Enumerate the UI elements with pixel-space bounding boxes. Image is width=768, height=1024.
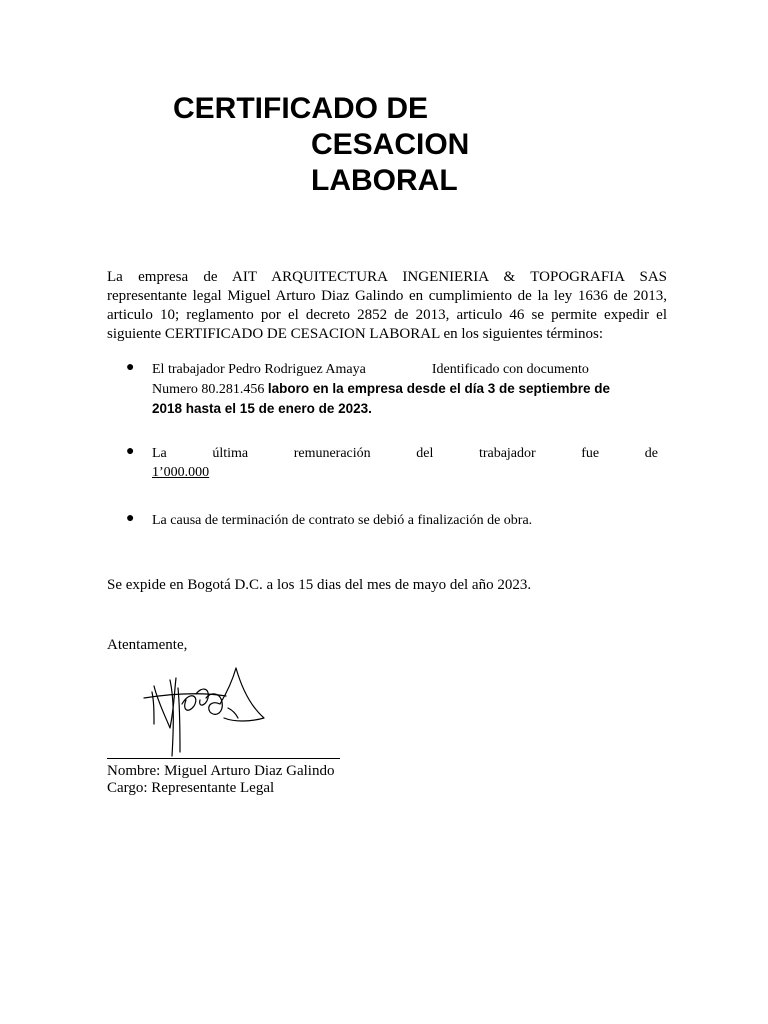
worker-dates-bold-b: 2018 hasta el 15 de enero de 2023. <box>152 401 372 416</box>
salary-word: fue <box>581 446 600 461</box>
bullet-icon: ● <box>126 511 135 526</box>
bullet-icon: ● <box>126 444 135 459</box>
signer-role: Cargo: Representante Legal <box>107 780 275 796</box>
salary-item <box>152 444 660 482</box>
salary-word: última <box>212 446 249 461</box>
salary-word: trabajador <box>478 446 536 461</box>
intro-line-1: La empresa de AIT ARQUITECTURA INGENIERIA & TOPOGRAFIA SAS <box>107 269 667 285</box>
intro-line-2: representante legal Miguel Arturo Diaz Galindo en cumplimiento de la ley 1636 de 2013, <box>107 288 667 304</box>
salary-word: remuneración <box>293 446 371 461</box>
salary-word: de <box>644 446 658 461</box>
cause-item: La causa de terminación de contrato se debió a finalización de obra. <box>152 513 533 528</box>
intro-paragraph <box>107 268 667 344</box>
salary-words-line <box>152 444 658 463</box>
title-line-1: CERTIFICADO DE <box>173 92 428 125</box>
intro-line-3: articulo 10; reglamento por el decreto 2852 de 2013, articulo 46 se permite expedir el <box>107 307 667 323</box>
worker-dates-bold-a: laboro en la empresa desde el día 3 de septiembre de <box>267 381 611 396</box>
closing-text: Atentamente, <box>107 637 188 653</box>
intro-line-4: siguiente CERTIFICADO DE CESACION LABORAL en los siguientes términos: <box>107 326 604 342</box>
salary-amount: 1’000.000 <box>152 465 210 480</box>
worker-item <box>152 360 660 419</box>
worker-document-number: Numero 80.281.456 <box>152 382 265 397</box>
title-line-2: CESACION <box>311 128 470 161</box>
issued-text: Se expide en Bogotá D.C. a los 15 dias del mes de mayo del año 2023. <box>107 577 532 593</box>
worker-name-text: El trabajador Pedro Rodriguez Amaya <box>152 362 366 377</box>
handwritten-signature <box>140 652 270 760</box>
signature-line <box>107 758 340 759</box>
salary-word: del <box>416 446 434 461</box>
worker-id-label: Identificado con documento <box>431 362 589 377</box>
title-line-3: LABORAL <box>311 164 458 197</box>
salary-word: La <box>152 446 167 461</box>
signer-name: Nombre: Miguel Arturo Diaz Galindo <box>107 763 335 779</box>
bullet-icon: ● <box>126 360 135 375</box>
